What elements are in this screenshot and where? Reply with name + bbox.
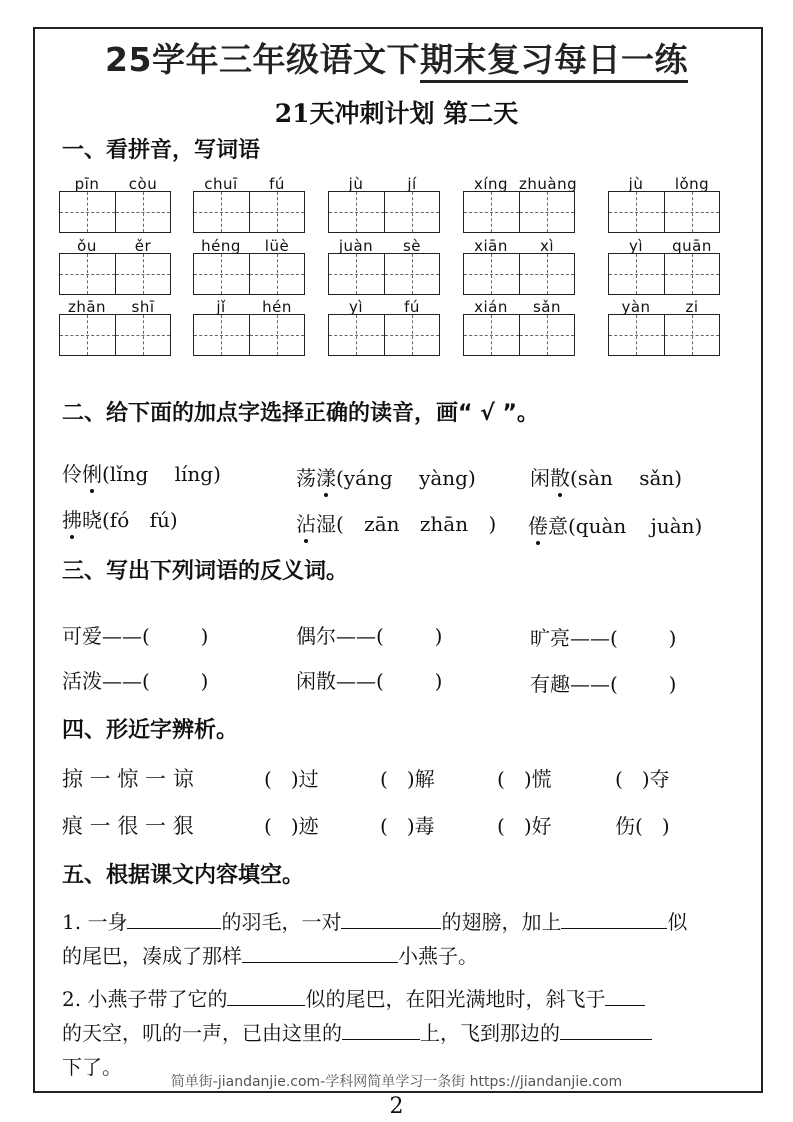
- similar-fill-2-2: ( )毒: [380, 814, 435, 838]
- similar-chars-row-2: 痕 一 很 一 狠: [62, 814, 194, 838]
- pinyin-group: [193, 175, 305, 233]
- pinyin-group: [328, 175, 440, 233]
- pinyin-label: yì: [628, 237, 644, 255]
- pinyin-label: còu: [128, 175, 158, 193]
- pinyin-label: xiān: [474, 237, 508, 255]
- writing-box[interactable]: [194, 254, 249, 294]
- antonym-item-2: 偶尔——( ): [296, 624, 443, 648]
- writing-box[interactable]: [464, 254, 519, 294]
- writing-box[interactable]: [519, 254, 575, 294]
- fill-question-2: 2. 小燕子带了它的 似的尾巴，在阳光满地时，斜飞于 的天空，叽的一声，已由这里的 上，飞到那边的 下了。: [62, 982, 652, 1084]
- similar-fill-2-4: 伤( ): [615, 814, 670, 838]
- writing-boxes: [463, 253, 575, 295]
- writing-box[interactable]: [194, 192, 249, 232]
- writing-boxes: [328, 253, 440, 295]
- writing-boxes: [59, 314, 171, 356]
- reading-item-4: 拂晓(fó fú): [62, 508, 178, 532]
- reading-item-5: 沾湿( zān zhān ): [296, 512, 497, 536]
- writing-box[interactable]: [384, 192, 440, 232]
- writing-boxes: [608, 314, 720, 356]
- pinyin-label: sè: [402, 237, 422, 255]
- pinyin-label: sǎn: [532, 298, 561, 316]
- blank[interactable]: [341, 909, 441, 929]
- similar-fill-1-3: ( )慌: [497, 767, 552, 791]
- writing-box[interactable]: [329, 192, 384, 232]
- antonym-item-3: 旷亮——( ): [530, 626, 677, 650]
- pinyin-label: fú: [269, 175, 285, 193]
- page-title: [0, 34, 793, 81]
- writing-box[interactable]: [664, 192, 720, 232]
- pinyin-label: jù: [628, 175, 644, 193]
- pinyin-label: hén: [262, 298, 292, 316]
- writing-boxes: [193, 191, 305, 233]
- footer-watermark: 简单街-jiandanjie.com-学科网简单学习一条街 https://jiandanjie.com: [170, 1074, 623, 1090]
- writing-boxes: [463, 191, 575, 233]
- writing-box[interactable]: [384, 315, 440, 355]
- similar-fill-1-4: ( )夺: [615, 767, 670, 791]
- blank[interactable]: [560, 1020, 652, 1040]
- blank[interactable]: [561, 909, 667, 929]
- pinyin-label: héng: [201, 237, 241, 255]
- writing-box[interactable]: [609, 254, 664, 294]
- pinyin-label: xì: [539, 237, 555, 255]
- writing-boxes: [463, 314, 575, 356]
- writing-box[interactable]: [249, 254, 305, 294]
- similar-fill-1-1: ( )过: [264, 767, 319, 791]
- writing-box[interactable]: [664, 254, 720, 294]
- pinyin-group: [463, 175, 578, 233]
- antonym-item-4: 活泼——( ): [62, 669, 209, 693]
- writing-box[interactable]: [384, 254, 440, 294]
- writing-boxes: [328, 191, 440, 233]
- blank[interactable]: [227, 986, 305, 1006]
- similar-chars-row-1: 掠 一 惊 一 谅: [62, 767, 194, 791]
- pinyin-label: ǒu: [77, 237, 97, 255]
- similar-fill-2-1: ( )迹: [264, 814, 319, 838]
- writing-box[interactable]: [115, 192, 171, 232]
- pinyin-label: chuī: [204, 175, 238, 193]
- similar-fill-1-2: ( )解: [380, 767, 435, 791]
- writing-boxes: [193, 314, 305, 356]
- pinyin-group: [328, 237, 440, 295]
- pinyin-label: pīn: [74, 175, 100, 193]
- similar-fill-2-3: ( )好: [497, 814, 552, 838]
- writing-boxes: [193, 253, 305, 295]
- reading-item-2: 荡漾(yáng yàng): [296, 466, 476, 490]
- writing-box[interactable]: [609, 315, 664, 355]
- writing-box[interactable]: [60, 315, 115, 355]
- pinyin-group: [193, 298, 305, 356]
- writing-boxes: [328, 314, 440, 356]
- pinyin-label: zi: [685, 298, 699, 316]
- blank[interactable]: [342, 1020, 420, 1040]
- writing-boxes: [59, 253, 171, 295]
- writing-box[interactable]: [60, 192, 115, 232]
- writing-box[interactable]: [464, 192, 519, 232]
- pinyin-label: yì: [348, 298, 364, 316]
- page-subtitle: 21天冲刺计划 第二天: [274, 99, 519, 128]
- antonym-item-6: 有趣——( ): [530, 672, 677, 696]
- section4-heading: 四、形近字辨析。: [62, 718, 239, 743]
- blank[interactable]: [127, 909, 221, 929]
- writing-box[interactable]: [519, 192, 575, 232]
- blank[interactable]: [605, 986, 645, 1006]
- pinyin-group: [193, 237, 305, 295]
- fill-question-1: 1. 一身 的羽毛，一对 的翅膀，加上 似 的尾巴，凑成了那样 小燕子。: [62, 910, 688, 968]
- pinyin-label: juàn: [338, 237, 374, 255]
- pinyin-label: zhān: [67, 298, 107, 316]
- pinyin-group: [608, 298, 720, 356]
- title-part2: 期末复习每日一练: [420, 40, 688, 83]
- pinyin-group: [59, 298, 171, 356]
- writing-box[interactable]: [609, 192, 664, 232]
- pinyin-group: [59, 237, 171, 295]
- pinyin-label: lüè: [264, 237, 290, 255]
- section3-heading: 三、写出下列词语的反义词。: [62, 559, 349, 584]
- reading-item-3: 闲散(sàn sǎn): [530, 466, 683, 490]
- reading-item-1: 伶俐(lǐng líng): [62, 462, 221, 486]
- writing-boxes: [59, 191, 171, 233]
- writing-box[interactable]: [194, 315, 249, 355]
- page-number: 2: [389, 1094, 404, 1119]
- title-part1: 25学年三年级语文下: [105, 40, 420, 79]
- pinyin-group: [59, 175, 171, 233]
- writing-box[interactable]: [249, 192, 305, 232]
- pinyin-label: jǐ: [216, 298, 226, 316]
- writing-box[interactable]: [329, 315, 384, 355]
- pinyin-label: xián: [474, 298, 508, 316]
- writing-box[interactable]: [115, 315, 171, 355]
- section1-heading: 一、看拼音，写词语: [62, 138, 261, 163]
- pinyin-group: [463, 298, 575, 356]
- writing-box[interactable]: [519, 315, 575, 355]
- pinyin-group: [608, 237, 720, 295]
- pinyin-group: [608, 175, 720, 233]
- pinyin-label: quān: [672, 237, 712, 255]
- pinyin-label: jí: [407, 175, 417, 193]
- writing-boxes: [608, 253, 720, 295]
- writing-box[interactable]: [60, 254, 115, 294]
- writing-boxes: [608, 191, 720, 233]
- section2-heading: 二、给下面的加点字选择正确的读音，画“ √ ”。: [62, 401, 539, 426]
- pinyin-label: fú: [404, 298, 420, 316]
- pinyin-label: yàn: [621, 298, 651, 316]
- pinyin-label: jù: [348, 175, 364, 193]
- pinyin-label: xíng: [473, 175, 509, 193]
- antonym-item-5: 闲散——( ): [296, 669, 443, 693]
- pinyin-label: ěr: [134, 237, 152, 255]
- blank[interactable]: [242, 943, 398, 963]
- pinyin-label: shī: [131, 298, 155, 316]
- pinyin-group: [328, 298, 440, 356]
- writing-box[interactable]: [464, 315, 519, 355]
- writing-box[interactable]: [249, 315, 305, 355]
- writing-box[interactable]: [664, 315, 720, 355]
- writing-box[interactable]: [329, 254, 384, 294]
- pinyin-label: zhuàng: [519, 175, 578, 193]
- antonym-item-1: 可爱——( ): [62, 624, 209, 648]
- writing-box[interactable]: [115, 254, 171, 294]
- pinyin-label: lǒng: [674, 175, 710, 193]
- reading-item-6: 倦意(quàn juàn): [528, 514, 703, 538]
- pinyin-group: [463, 237, 575, 295]
- section5-heading: 五、根据课文内容填空。: [62, 863, 305, 888]
